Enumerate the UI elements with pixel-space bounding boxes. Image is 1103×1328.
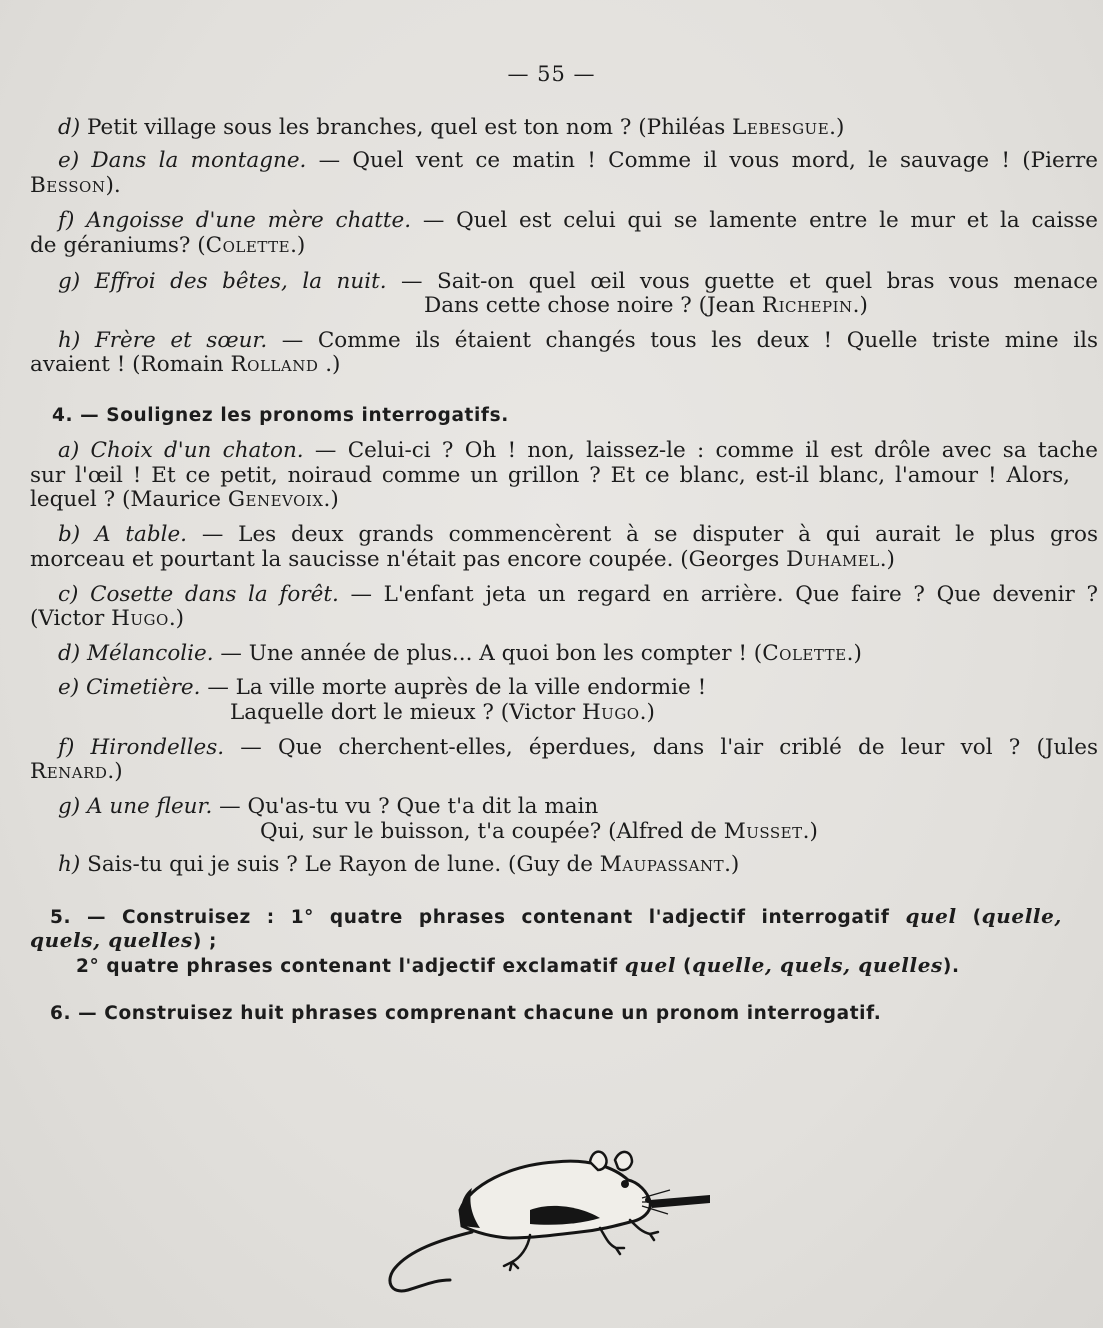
ex4-item-b-line2: morceau et pourtant la saucisse n'était pas encore coupée. (Georges Duhamel.) bbox=[30, 547, 895, 572]
ex4-item-g: g) A une fleur. — Qu'as-tu vu ? Que t'a dit la main bbox=[58, 794, 599, 819]
ex3-item-f: f) Angoisse d'une mère chatte. — Quel est celui qui se lamente entre le mur et la caisse bbox=[58, 208, 1098, 233]
ex3-item-h: h) Frère et sœur. — Comme ils étaient changés tous les deux ! Quelle triste mine ils bbox=[58, 328, 1098, 353]
ex3-item-e: e) Dans la montagne. — Quel vent ce matin ! Comme il vous mord, le sauvage ! (Pierre bbox=[58, 148, 1099, 173]
rat-illustration bbox=[380, 1140, 710, 1315]
ex4-item-c-line2: (Victor Hugo.) bbox=[30, 606, 185, 631]
ex5-line1: 5. — Construisez : 1° quatre phrases contenant l'adjectif interrogatif quel (quelle, bbox=[50, 904, 1062, 928]
ex4-item-e-line2: Laquelle dort le mieux ? (Victor Hugo.) bbox=[230, 700, 655, 725]
ex4-item-d: d) Mélancolie. — Une année de plus... A quoi bon les compter ! (Colette.) bbox=[58, 641, 862, 666]
ex4-item-e: e) Cimetière. — La ville morte auprès de la ville endormie ! bbox=[58, 675, 707, 700]
ex3-item-g-line2: Dans cette chose noire ? (Jean Richepin.) bbox=[424, 293, 868, 318]
ex4-item-c: c) Cosette dans la forêt. — L'enfant jeta un regard en arrière. Que faire ? Que devenir ? bbox=[58, 582, 1098, 607]
page-number: — 55 — bbox=[507, 62, 596, 86]
ex4-heading: 4. — Soulignez les pronoms interrogatifs. bbox=[52, 405, 509, 426]
ex4-item-f: f) Hirondelles. — Que cherchent-elles, éperdues, dans l'air criblé de leur vol ? (Jules bbox=[58, 735, 1098, 760]
ex4-item-g-line2: Qui, sur le buisson, t'a coupée? (Alfred de Musset.) bbox=[260, 819, 818, 844]
ex4-item-a-line3: lequel ? (Maurice Genevoix.) bbox=[30, 487, 339, 512]
ex4-item-a-line2: sur l'œil ! Et ce petit, noiraud comme un grillon ? Et ce blanc, est-il blanc, l'amour ! Alors, bbox=[30, 463, 1070, 488]
ex3-item-e-line2: Besson). bbox=[30, 173, 121, 198]
ex4-item-b: b) A table. — Les deux grands commencèrent à se disputer à qui aurait le plus gros bbox=[58, 522, 1098, 547]
ex5-line3: 2° quatre phrases contenant l'adjectif exclamatif quel (quelle, quels, quelles). bbox=[76, 953, 960, 977]
ex6-line: 6. — Construisez huit phrases comprenant chacune un pronom interrogatif. bbox=[50, 1003, 882, 1024]
ex3-item-f-line2: de géraniums? (Colette.) bbox=[30, 233, 306, 258]
ex4-item-a: a) Choix d'un chaton. — Celui-ci ? Oh ! non, laissez-le : comme il est drôle avec sa tache bbox=[58, 438, 1099, 463]
ex5-line2: quels, quelles) ; bbox=[30, 928, 217, 952]
ex3-item-d: d) Petit village sous les branches, quel est ton nom ? (Philéas Lebesgue.) bbox=[58, 115, 845, 140]
ex4-item-f-line2: Renard.) bbox=[30, 759, 123, 784]
ex3-item-g: g) Effroi des bêtes, la nuit. — Sait-on quel œil vous guette et quel bras vous menace bbox=[58, 269, 1098, 294]
ex4-item-h: h) Sais-tu qui je suis ? Le Rayon de lune. (Guy de Maupassant.) bbox=[58, 852, 740, 877]
ex3-item-h-line2: avaient ! (Romain Rolland .) bbox=[30, 352, 341, 377]
